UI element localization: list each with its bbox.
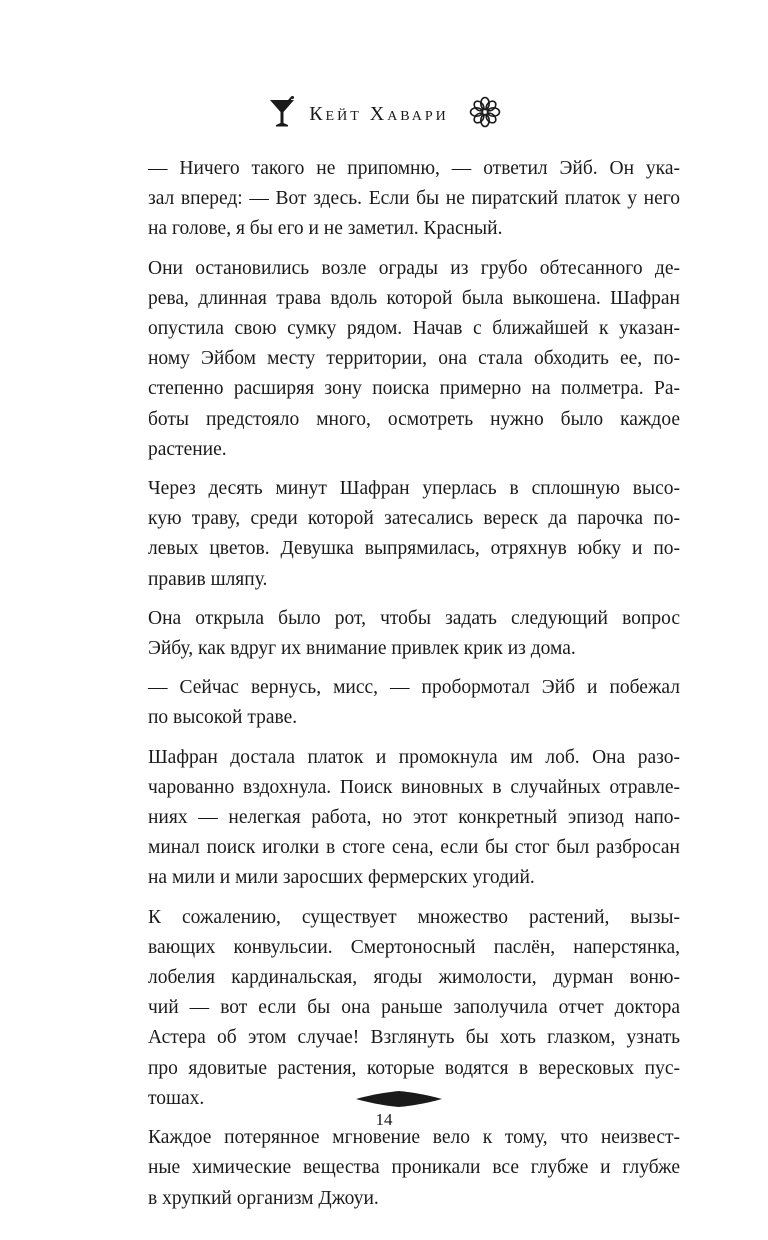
text-line: опустила свою сумку рядом. Начав с ближайшей к указан- bbox=[148, 318, 680, 340]
text-line: про ядовитые растения, которые водятся в вересковых пус- bbox=[148, 1057, 680, 1079]
text-line: вающих конвульсии. Смертоносный паслён, наперстянка, bbox=[148, 936, 680, 958]
text-line: правив шляпу. bbox=[148, 568, 268, 590]
text-line: на голове, я бы его и не заметил. Красный. bbox=[148, 218, 503, 240]
paragraph bbox=[148, 154, 680, 245]
paragraph bbox=[148, 254, 680, 465]
text-line: степенно расширяя зону поиска примерно на полметра. Ра- bbox=[148, 378, 680, 400]
paragraph bbox=[148, 743, 680, 894]
swash-ornament-icon bbox=[354, 1090, 444, 1108]
paragraph bbox=[148, 474, 680, 595]
text-line: тошах. bbox=[148, 1087, 205, 1109]
text-line: Она открыла было рот, чтобы задать следующий вопрос bbox=[148, 607, 680, 629]
text-line: — Ничего такого не припомню, — ответил Эйб. Он ука- bbox=[148, 158, 680, 179]
text-line: — Сейчас вернусь, мисс, — пробормотал Эйб и побежал bbox=[148, 677, 680, 699]
text-line: лобелия кардинальская, ягоды жимолости, дурман воню- bbox=[148, 967, 680, 989]
text-line: боты предстояло много, осмотреть нужно было каждое bbox=[148, 408, 680, 430]
text-line: Шафран достала платок и промокнула им лоб. Она разо- bbox=[148, 746, 680, 768]
text-line: Каждое потерянное мгновение вело к тому, что неизвест- bbox=[148, 1127, 680, 1149]
body-text bbox=[148, 154, 680, 1214]
text-line: рева, длинная трава вдоль которой была выкошена. Шафран bbox=[148, 287, 680, 309]
text-line: в хрупкий организм Джоуи. bbox=[148, 1187, 379, 1209]
text-line: кую траву, среди которой затесались вереск да парочка по- bbox=[148, 508, 680, 530]
flower-ornament-icon bbox=[469, 96, 501, 128]
text-line: ниях — нелегкая работа, но этот конкретный эпизод напо- bbox=[148, 807, 680, 829]
text-line: чарованно вздохнула. Поиск виновных в случайных отравле- bbox=[148, 776, 680, 798]
text-line: левых цветов. Девушка выпрямилась, отряхнув юбку и по- bbox=[148, 538, 680, 560]
text-line: Эйбу, как вдруг их внимание привлек крик из дома. bbox=[148, 638, 576, 660]
text-line: чий — вот если бы она раньше заполучила отчет доктора bbox=[148, 997, 680, 1019]
text-line: Астера об этом случае! Взглянуть бы хоть глазком, узнать bbox=[148, 1027, 680, 1049]
text-line: ному Эйбом месту территории, она стала обходить ее, по- bbox=[148, 348, 680, 370]
text-line: Через десять минут Шафран уперлась в сплошную высо- bbox=[148, 478, 680, 500]
text-line: ные химические вещества проникали все глубже и глубже bbox=[148, 1157, 680, 1179]
text-line: зал вперед: — Вот здесь. Если бы не пиратский платок у него bbox=[148, 188, 680, 210]
text-line: минал поиск иголки в стоге сена, если бы стог был разбросан bbox=[148, 837, 680, 859]
cocktail-glass-icon bbox=[267, 96, 297, 128]
paragraph bbox=[148, 903, 680, 1114]
paragraph bbox=[148, 673, 680, 733]
paragraph bbox=[148, 1123, 680, 1214]
text-line: по высокой траве. bbox=[148, 707, 298, 729]
text-line: растение. bbox=[148, 438, 227, 460]
author-name: Кейт Хавари bbox=[309, 102, 449, 125]
running-header bbox=[0, 92, 768, 132]
paragraph bbox=[148, 604, 680, 664]
text-line: К сожалению, существует множество растений, вызы- bbox=[148, 906, 680, 928]
text-line: Они остановились возле ограды из грубо обтесанного де- bbox=[148, 257, 680, 279]
text-line: на мили и мили заросших фермерских угодий. bbox=[148, 867, 535, 889]
page-number: 14 bbox=[375, 1110, 393, 1129]
